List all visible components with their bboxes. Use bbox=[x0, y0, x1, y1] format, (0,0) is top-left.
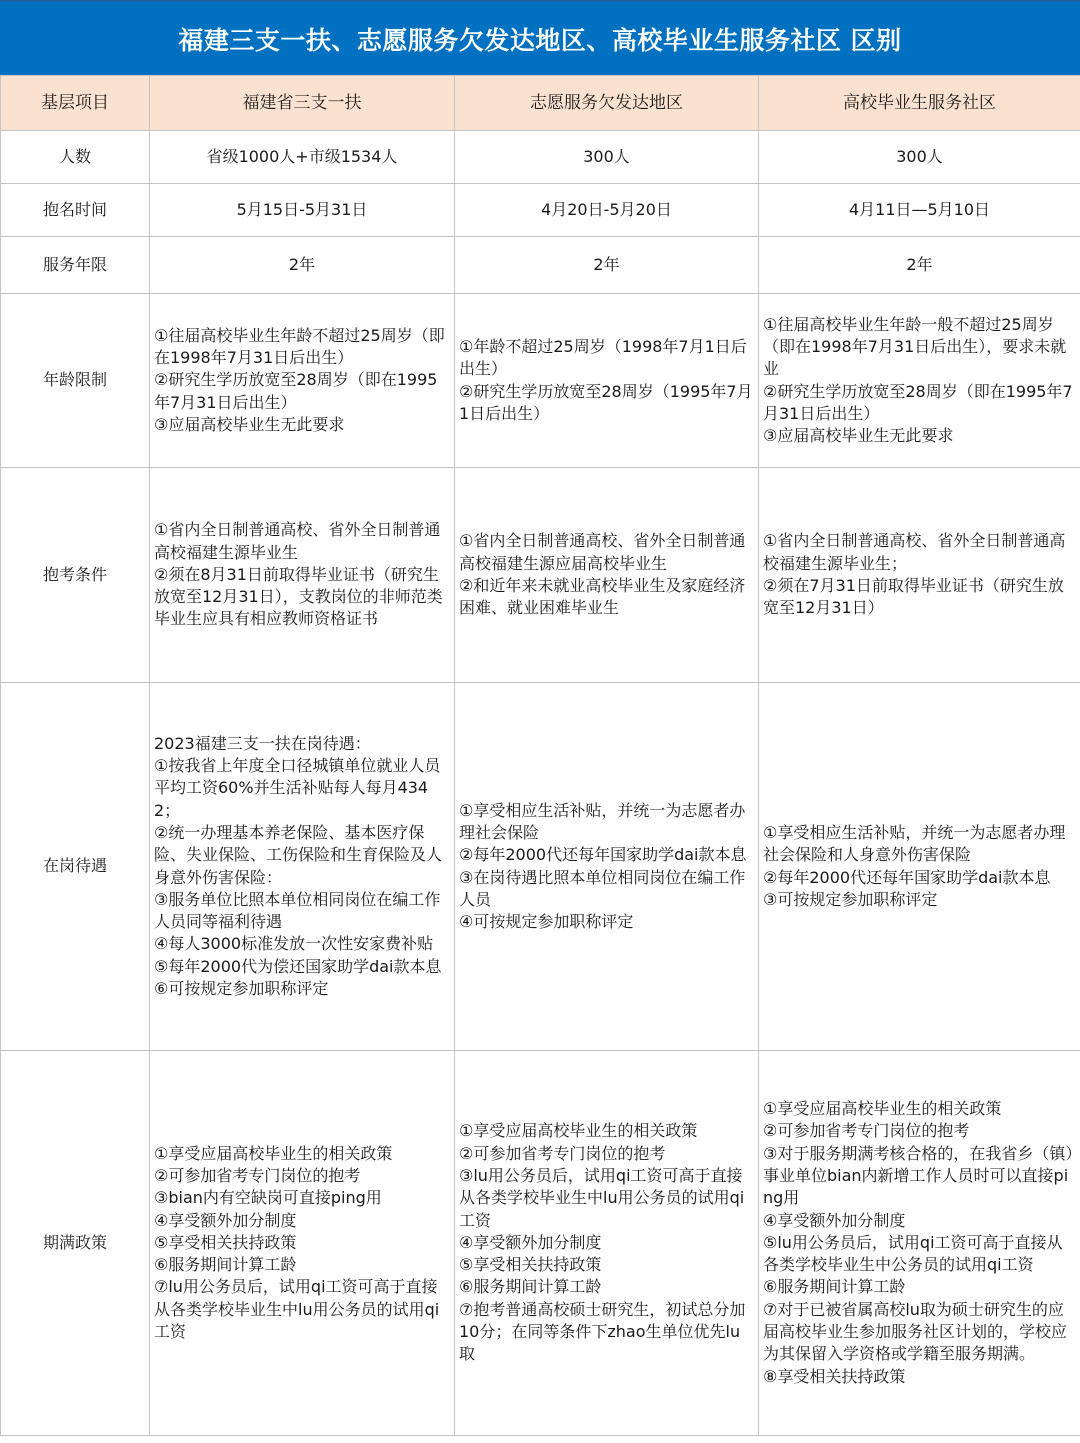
row-label: 年龄限制 bbox=[1, 294, 150, 468]
list-item: ⑦抱考普通高校硕士研究生，初试总分加10分；在同等条件下zhao生单位优先lu取 bbox=[459, 1299, 746, 1364]
list-item: ①往届高校毕业生年龄不超过25周岁（即在1998年7月31日后出生） bbox=[154, 325, 445, 368]
table-row-count bbox=[1, 131, 1080, 184]
comparison-table bbox=[0, 75, 1080, 1436]
cell-list bbox=[150, 468, 455, 683]
table-row-benefits bbox=[1, 683, 1080, 1051]
list-item: ①享受应届高校毕业生的相关政策 bbox=[763, 1099, 1002, 1119]
list-item: ③lu用公务员后，试用qi工资可高于直接从各类学校毕业生中lu用公务员的试用qi工资 bbox=[459, 1165, 745, 1230]
list-item: ②研究生学历放宽至28周岁（即在1995年7月31日后出生） bbox=[154, 370, 438, 412]
list-item: ⑥服务期间计算工龄 bbox=[459, 1277, 602, 1297]
list-item: ⑥可按规定参加职称评定 bbox=[154, 978, 329, 998]
header-item: 基层项目 bbox=[1, 76, 150, 131]
cell-list bbox=[455, 1051, 759, 1436]
cell-list bbox=[759, 468, 1080, 683]
cell-value: 2年 bbox=[455, 237, 759, 294]
row-label: 在岗待遇 bbox=[1, 683, 150, 1051]
list-item: ②每年2000代还每年国家助学dai款本息 bbox=[459, 845, 747, 865]
cell-list bbox=[759, 683, 1080, 1051]
list-item: ⑥服务期间计算工龄 bbox=[763, 1277, 906, 1297]
list-item: ④每人3000标准发放一次性安家费补贴 bbox=[154, 934, 434, 954]
list-item: ①享受应届高校毕业生的相关政策 bbox=[154, 1143, 393, 1163]
list-item: ②须在7月31日前取得毕业证书（研究生放宽至12月31日） bbox=[763, 576, 1064, 618]
list-item: ④享受额外加分制度 bbox=[154, 1210, 297, 1230]
list-item: ③在岗待遇比照本单位相同岗位在编工作人员 bbox=[459, 867, 746, 909]
cell-list bbox=[150, 683, 455, 1051]
row-label: 服务年限 bbox=[1, 237, 150, 294]
header-sanzhiyifu: 福建省三支一扶 bbox=[150, 76, 455, 131]
cell-list bbox=[455, 683, 759, 1051]
list-item: ②须在8月31日前取得毕业证书（研究生放宽至12月31日），支教岗位的非师范类毕业生应具有相应教师资格证书 bbox=[154, 564, 443, 629]
list-item: ②可参加省考专门岗位的抱考 bbox=[154, 1165, 361, 1185]
cell-value: 300人 bbox=[759, 131, 1080, 184]
list-item: ①往届高校毕业生年龄一般不超过25周岁（即在1998年7月31日后出生），要求未就业 bbox=[763, 314, 1067, 379]
list-item: ②和近年来未就业高校毕业生及家庭经济困难、就业困难毕业生 bbox=[459, 576, 746, 618]
list-item: ③bian内有空缺岗可直接ping用 bbox=[154, 1188, 382, 1208]
cell-value: 4月11日—5月10日 bbox=[759, 184, 1080, 237]
table-row-years bbox=[1, 237, 1080, 294]
list-item: ⑥服务期间计算工龄 bbox=[154, 1255, 297, 1275]
list-item: ⑤lu用公务员后，试用qi工资可高于直接从各类学校毕业生中公务员的试用qi工资 bbox=[763, 1232, 1063, 1275]
table-row-date bbox=[1, 184, 1080, 237]
cell-value: 2年 bbox=[759, 237, 1080, 294]
list-item: 2023福建三支一扶在岗待遇： bbox=[154, 733, 371, 753]
row-label: 抱考条件 bbox=[1, 468, 150, 683]
cell-value: 300人 bbox=[455, 131, 759, 184]
table-row-age bbox=[1, 294, 1080, 468]
list-item: ①享受相应生活补贴，并统一为志愿者办理社会保险 bbox=[459, 800, 746, 842]
list-item: ③应届高校毕业生无此要求 bbox=[763, 426, 954, 446]
list-item: ②统一办理基本养老保险、基本医疗保险、失业保险、工伤保险和生育保险及人身意外伤害保险： bbox=[154, 822, 443, 887]
list-item: ②可参加省考专门岗位的抱考 bbox=[459, 1143, 666, 1163]
list-item: ①享受应届高校毕业生的相关政策 bbox=[459, 1121, 698, 1141]
cell-list bbox=[455, 468, 759, 683]
table-row-conditions bbox=[1, 468, 1080, 683]
cell-list bbox=[455, 294, 759, 468]
list-item: ①省内全日制普通高校、省外全日制普通高校福建生源应届高校毕业生 bbox=[459, 531, 746, 573]
page-title: 福建三支一扶、志愿服务欠发达地区、高校毕业生服务社区 区别 bbox=[0, 0, 1080, 75]
list-item: ③可按规定参加职称评定 bbox=[763, 889, 938, 909]
row-label: 期满政策 bbox=[1, 1051, 150, 1436]
cell-value: 2年 bbox=[150, 237, 455, 294]
list-item: ⑧享受相关扶持政策 bbox=[763, 1366, 906, 1386]
list-item: ④享受额外加分制度 bbox=[763, 1210, 906, 1230]
list-item: ④享受额外加分制度 bbox=[459, 1232, 602, 1252]
list-item: ③服务单位比照本单位相同岗位在编工作人员同等福利待遇 bbox=[154, 889, 441, 932]
cell-list bbox=[150, 1051, 455, 1436]
list-item: ②可参加省考专门岗位的抱考 bbox=[763, 1121, 970, 1141]
list-item: ②研究生学历放宽至28周岁（1995年7月1日后出生） bbox=[459, 381, 753, 423]
list-item: ⑦对于已被省属高校lu取为硕士研究生的应届高校毕业生参加服务社区计划的，学校应为其保留入学资格或学籍至服务期满。 bbox=[763, 1299, 1068, 1364]
header-community: 高校毕业生服务社区 bbox=[759, 76, 1080, 131]
list-item: ④可按规定参加职称评定 bbox=[459, 912, 634, 932]
cell-value: 4月20日-5月20日 bbox=[455, 184, 759, 237]
list-item: ⑤享受相关扶持政策 bbox=[459, 1255, 602, 1275]
header-row bbox=[1, 76, 1080, 131]
list-item: ②研究生学历放宽至28周岁（即在1995年7月31日后出生） bbox=[763, 381, 1073, 423]
table-row-policy bbox=[1, 1051, 1080, 1436]
list-item: ①按我省上年度全口径城镇单位就业人员平均工资60%并生活补贴每人每月4342； bbox=[154, 756, 441, 820]
cell-value: 省级1000人+市级1534人 bbox=[150, 131, 455, 184]
cell-list bbox=[150, 294, 455, 468]
list-item: ③应届高校毕业生无此要求 bbox=[154, 414, 345, 434]
list-item: ①享受相应生活补贴，并统一为志愿者办理社会保险和人身意外伤害保险 bbox=[763, 822, 1066, 865]
list-item: ⑦lu用公务员后，试用qi工资可高于直接从各类学校毕业生中lu用公务员的试用qi工资 bbox=[154, 1277, 440, 1342]
list-item: ①省内全日制普通高校、省外全日制普通高校福建生源毕业生； bbox=[763, 531, 1066, 573]
list-item: ①省内全日制普通高校、省外全日制普通高校福建生源毕业生 bbox=[154, 520, 441, 562]
list-item: ③对于服务期满考核合格的，在我省乡（镇）事业单位bian内新增工作人员时可以直接ping用 bbox=[763, 1143, 1074, 1208]
list-item: ⑤每年2000代为偿还国家助学dai款本息 bbox=[154, 956, 442, 976]
header-volunteer: 志愿服务欠发达地区 bbox=[455, 76, 759, 131]
list-item: ⑤享受相关扶持政策 bbox=[154, 1232, 297, 1252]
cell-list bbox=[759, 294, 1080, 468]
cell-list bbox=[759, 1051, 1080, 1436]
cell-value: 5月15日-5月31日 bbox=[150, 184, 455, 237]
list-item: ②每年2000代还每年国家助学dai款本息 bbox=[763, 867, 1051, 887]
row-label: 抱名时间 bbox=[1, 184, 150, 237]
list-item: ①年龄不超过25周岁（1998年7月1日后出生） bbox=[459, 336, 747, 379]
row-label: 人数 bbox=[1, 131, 150, 184]
